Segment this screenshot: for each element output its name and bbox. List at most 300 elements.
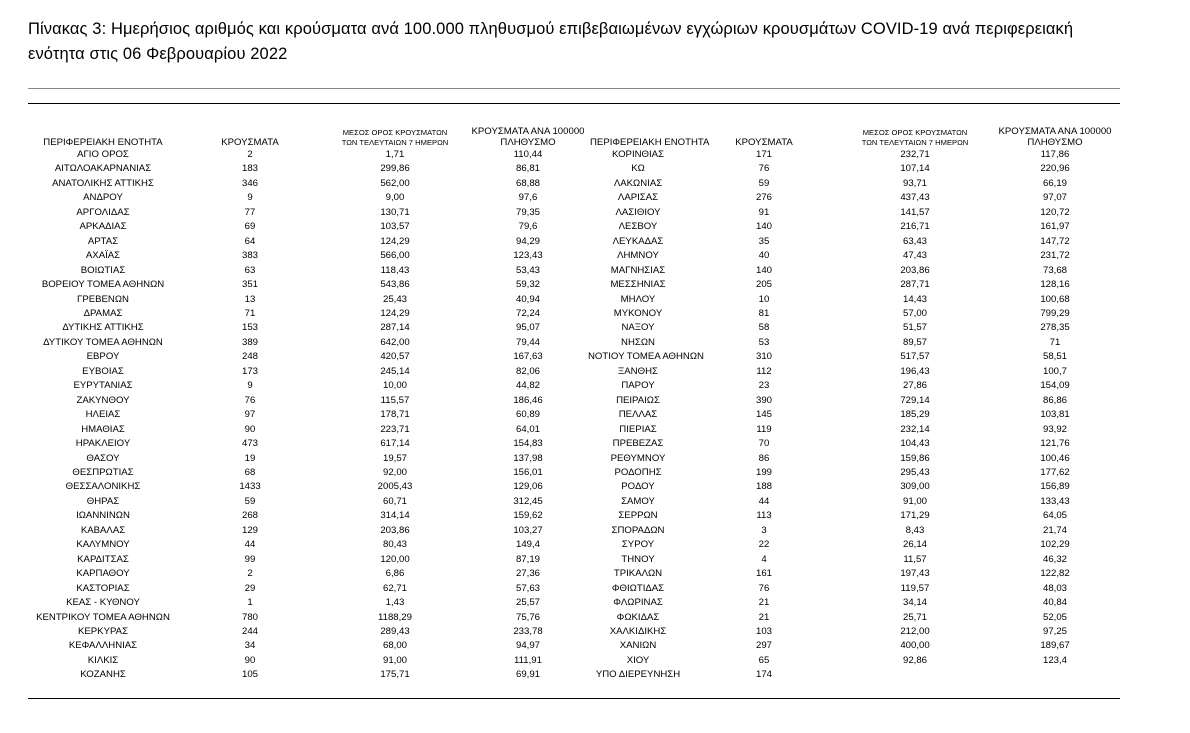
right-regional-unit-cell: ΝΑΞΟΥ	[621, 322, 655, 334]
right-7day-avg-cell: 196,43	[900, 365, 930, 377]
right-cases-cell: 21	[758, 597, 770, 609]
right-per100k-cell: 40,84	[1042, 597, 1067, 609]
left-regional-unit-cell: ΒΟΡΕΙΟΥ ΤΟΜΕΑ ΑΘΗΝΩΝ	[41, 279, 165, 291]
right-regional-unit-cell: ΛΑΡΙΣΑΣ	[617, 192, 659, 204]
left-cases-cell: 34	[244, 640, 256, 652]
left-regional-unit-cell: ΘΗΡΑΣ	[86, 495, 120, 507]
right-per100k-cell: 122,82	[1040, 568, 1070, 580]
left-per100k-cell: 233,78	[513, 625, 543, 637]
left-7day-avg-cell: 9,00	[385, 192, 405, 204]
left-regional-unit-cell: ΓΡΕΒΕΝΩΝ	[77, 293, 129, 305]
right-per100k-cell: 177,62	[1040, 466, 1070, 478]
right-cases-cell: 81	[758, 307, 770, 319]
right-per100k-cell: 102,29	[1040, 539, 1070, 551]
right-per100k-cell: 278,35	[1040, 322, 1070, 334]
header-7day-avg-right: ΜΕΣΟΣ ΟΡΟΣ ΚΡΟΥΣΜΑΤΩΝ ΤΩΝ ΤΕΛΕΥΤΑΙΩΝ 7 ΗΜΕΡΩΝ	[861, 128, 969, 147]
right-cases-cell: 297	[755, 640, 772, 652]
table-row	[28, 567, 1120, 581]
left-per100k-cell: 123,43	[513, 250, 543, 262]
left-regional-unit-cell: ΑΡΓΟΛΙΔΑΣ	[76, 206, 130, 218]
right-regional-unit-cell: ΠΡΕΒΕΖΑΣ	[612, 438, 664, 450]
header-per100k-left: ΚΡΟΥΣΜΑΤΑ ΑΝΑ 100000 ΠΛΗΘΥΣΜΟ	[471, 126, 585, 148]
right-cases-cell: 10	[758, 293, 770, 305]
left-cases-cell: 351	[241, 279, 258, 291]
right-cases-cell: 35	[758, 235, 770, 247]
right-per100k-cell: 97,25	[1042, 625, 1067, 637]
table-row	[28, 452, 1120, 466]
left-7day-avg-cell: 120,00	[380, 553, 410, 565]
right-per100k-cell: 100,46	[1040, 452, 1070, 464]
table-row	[28, 480, 1120, 494]
left-regional-unit-cell: ΚΕΝΤΡΙΚΟΥ ΤΟΜΕΑ ΑΘΗΝΩΝ	[36, 611, 170, 623]
right-7day-avg-cell: 91,00	[902, 495, 927, 507]
table-row	[28, 293, 1120, 307]
right-7day-avg-cell: 119,57	[900, 582, 930, 594]
left-7day-avg-cell: 118,43	[380, 264, 410, 276]
caption-line-2: ενότητα στις 06 Φεβρουαρίου 2022	[28, 45, 288, 63]
left-cases-cell: 473	[241, 438, 258, 450]
right-7day-avg-cell: 232,14	[900, 423, 930, 435]
table-row	[28, 611, 1120, 625]
left-per100k-cell: 79,35	[515, 206, 540, 218]
right-cases-cell: 119	[756, 423, 772, 435]
left-per100k-cell: 156,01	[513, 466, 543, 478]
table-row	[28, 336, 1120, 350]
left-7day-avg-cell: 287,14	[380, 322, 410, 334]
left-regional-unit-cell: ΚΙΛΚΙΣ	[87, 654, 119, 666]
left-7day-avg-cell: 299,86	[380, 163, 410, 175]
left-cases-cell: 2	[247, 568, 253, 580]
right-per100k-cell: 73,68	[1042, 264, 1067, 276]
left-7day-avg-cell: 289,43	[380, 625, 410, 637]
left-cases-cell: 71	[244, 307, 256, 319]
right-regional-unit-cell: ΦΩΚΙΔΑΣ	[616, 611, 660, 623]
left-7day-avg-cell: 203,86	[380, 524, 410, 536]
right-7day-avg-cell: 203,86	[900, 264, 930, 276]
left-cases-cell: 90	[244, 423, 256, 435]
right-regional-unit-cell: ΛΕΣΒΟΥ	[618, 221, 658, 233]
left-cases-cell: 63	[244, 264, 256, 276]
table-row	[28, 582, 1120, 596]
right-cases-cell: 23	[758, 380, 770, 392]
left-regional-unit-cell: ΑΡΤΑΣ	[87, 235, 119, 247]
right-7day-avg-cell: 141,57	[900, 206, 930, 218]
left-cases-cell: 97	[244, 409, 256, 421]
header-per100k-right: ΚΡΟΥΣΜΑΤΑ ΑΝΑ 100000 ΠΛΗΘΥΣΜΟ	[998, 126, 1112, 148]
left-regional-unit-cell: ΕΒΡΟΥ	[86, 351, 120, 363]
right-cases-cell: 199	[755, 466, 772, 478]
right-cases-cell: 59	[758, 177, 770, 189]
right-cases-cell: 276	[755, 192, 772, 204]
left-cases-cell: 173	[241, 365, 258, 377]
right-7day-avg-cell: 185,29	[900, 409, 930, 421]
left-7day-avg-cell: 543,86	[380, 279, 410, 291]
right-7day-avg-cell: 400,00	[900, 640, 930, 652]
right-7day-avg-cell: 93,71	[902, 177, 927, 189]
top-thin-rule	[28, 88, 1120, 89]
right-7day-avg-cell: 107,14	[900, 163, 930, 175]
table-row	[28, 220, 1120, 234]
left-7day-avg-cell: 103,57	[380, 221, 410, 233]
right-per100k-cell: 52,05	[1042, 611, 1067, 623]
table-row	[28, 206, 1120, 220]
left-cases-cell: 68	[244, 466, 256, 478]
left-per100k-cell: 94,29	[515, 235, 540, 247]
left-regional-unit-cell: ΑΓΙΟ ΟΡΟΣ	[77, 149, 129, 160]
left-regional-unit-cell: ΚΕΡΚΥΡΑΣ	[77, 625, 128, 637]
left-7day-avg-cell: 178,71	[380, 409, 410, 421]
left-7day-avg-cell: 68,00	[382, 640, 407, 652]
right-cases-cell: 21	[758, 611, 770, 623]
left-per100k-cell: 44,82	[515, 380, 540, 392]
right-per100k-cell: 154,09	[1040, 380, 1070, 392]
left-per100k-cell: 27,36	[515, 568, 540, 580]
left-per100k-cell: 86,81	[515, 163, 540, 175]
header-regional-unit-right: ΠΕΡΙΦΕΡΕΙΑΚΗ ΕΝΟΤΗΤΑ	[590, 137, 710, 148]
left-7day-avg-cell: 1,71	[385, 149, 405, 160]
left-regional-unit-cell: ΗΜΑΘΙΑΣ	[81, 423, 125, 435]
left-regional-unit-cell: ΔΡΑΜΑΣ	[83, 307, 123, 319]
right-7day-avg-cell: 63,43	[902, 235, 927, 247]
right-7day-avg-cell: 437,43	[900, 192, 930, 204]
right-regional-unit-cell: ΞΑΝΘΗΣ	[618, 365, 658, 377]
caption-line-1: Πίνακας 3: Ημερήσιος αριθμός και κρούσματα ανά 100.000 πληθυσμού επιβεβαιωμένων εγχώριων κρουσμάτων COVID-19 ανά περιφερειακή	[28, 20, 1074, 38]
left-cases-cell: 90	[244, 654, 256, 666]
right-regional-unit-cell: ΠΕΙΡΑΙΩΣ	[616, 394, 660, 406]
left-regional-unit-cell: ΑΝΔΡΟΥ	[83, 192, 123, 204]
left-cases-cell: 76	[244, 394, 256, 406]
left-cases-cell: 780	[241, 611, 258, 623]
table-body	[28, 148, 1120, 683]
left-7day-avg-cell: 175,71	[380, 669, 410, 681]
right-cases-cell: 3	[761, 524, 767, 536]
right-cases-cell: 22	[758, 539, 770, 551]
left-cases-cell: 99	[244, 553, 256, 565]
left-7day-avg-cell: 566,00	[380, 250, 410, 262]
left-per100k-cell: 110,44	[513, 149, 543, 160]
left-7day-avg-cell: 314,14	[380, 510, 410, 522]
right-7day-avg-cell: 309,00	[900, 481, 930, 493]
right-regional-unit-cell: ΠΙΕΡΙΑΣ	[619, 423, 657, 435]
left-7day-avg-cell: 617,14	[380, 438, 410, 450]
left-per100k-cell: 68,88	[515, 177, 540, 189]
right-cases-cell: 76	[758, 582, 770, 594]
right-7day-avg-cell: 171,29	[900, 510, 930, 522]
left-per100k-cell: 186,46	[513, 394, 543, 406]
left-per100k-cell: 129,06	[513, 481, 543, 493]
table-row	[28, 177, 1120, 191]
right-regional-unit-cell: ΣΕΡΡΩΝ	[618, 510, 658, 522]
right-7day-avg-cell: 517,57	[900, 351, 930, 363]
right-regional-unit-cell: ΜΥΚΟΝΟΥ	[613, 307, 663, 319]
right-regional-unit-cell: ΛΑΣΙΘΙΟΥ	[615, 206, 661, 218]
right-per100k-cell: 64,05	[1042, 510, 1067, 522]
left-7day-avg-cell: 60,71	[382, 495, 407, 507]
table-caption	[28, 17, 1138, 67]
left-per100k-cell: 53,43	[515, 264, 540, 276]
right-per100k-cell: 93,92	[1042, 423, 1067, 435]
right-regional-unit-cell: ΧΑΛΚΙΔΙΚΗΣ	[609, 625, 667, 637]
left-regional-unit-cell: ΚΑΡΔΙΤΣΑΣ	[77, 553, 129, 565]
left-cases-cell: 244	[241, 625, 258, 637]
right-per100k-cell: 161,97	[1040, 221, 1070, 233]
right-per100k-cell: 100,68	[1040, 293, 1070, 305]
left-7day-avg-cell: 80,43	[382, 539, 407, 551]
right-7day-avg-cell: 25,71	[902, 611, 927, 623]
right-per100k-cell: 123,4	[1042, 654, 1067, 666]
table-row	[28, 235, 1120, 249]
right-7day-avg-cell: 216,71	[900, 221, 930, 233]
right-per100k-cell: 100,7	[1042, 365, 1067, 377]
right-7day-avg-cell: 8,43	[905, 524, 925, 536]
right-regional-unit-cell: ΧΙΟΥ	[626, 654, 650, 666]
table-header-row	[28, 120, 1120, 148]
left-regional-unit-cell: ΚΑΡΠΑΘΟΥ	[76, 568, 130, 580]
left-cases-cell: 346	[241, 177, 258, 189]
left-per100k-cell: 72,24	[515, 307, 540, 319]
left-regional-unit-cell: ΚΑΛΥΜΝΟΥ	[76, 539, 130, 551]
table-row	[28, 495, 1120, 509]
table-top-rule	[28, 103, 1120, 104]
right-regional-unit-cell: ΚΟΡΙΝΘΙΑΣ	[611, 149, 665, 160]
right-regional-unit-cell: ΚΩ	[631, 163, 645, 175]
left-regional-unit-cell: ΔΥΤΙΚΟΥ ΤΟΜΕΑ ΑΘΗΝΩΝ	[43, 336, 163, 348]
left-per100k-cell: 25,57	[515, 597, 540, 609]
left-regional-unit-cell: ΕΥΒΟΙΑΣ	[82, 365, 124, 377]
right-7day-avg-cell: 11,57	[903, 553, 927, 565]
left-7day-avg-cell: 124,29	[380, 235, 410, 247]
right-regional-unit-cell: ΠΑΡΟΥ	[621, 380, 655, 392]
table-row	[28, 408, 1120, 422]
right-per100k-cell: 133,43	[1040, 495, 1070, 507]
right-per100k-cell: 189,67	[1040, 640, 1070, 652]
left-cases-cell: 29	[244, 582, 256, 594]
left-cases-cell: 69	[244, 221, 256, 233]
right-regional-unit-cell: ΥΠΟ ΔΙΕΡΕΥΝΗΣΗ	[595, 669, 681, 681]
right-regional-unit-cell: ΡΕΘΥΜΝΟΥ	[610, 452, 666, 464]
right-cases-cell: 103	[755, 625, 772, 637]
header-cases-right: ΚΡΟΥΣΜΑΤΑ	[735, 137, 793, 148]
right-cases-cell: 140	[755, 264, 772, 276]
left-per100k-cell: 60,89	[515, 409, 540, 421]
left-regional-unit-cell: ΙΩΑΝΝΙΝΩΝ	[76, 510, 130, 522]
right-regional-unit-cell: ΦΘΙΩΤΙΔΑΣ	[611, 582, 665, 594]
right-cases-cell: 205	[755, 279, 772, 291]
right-per100k-cell: 48,03	[1042, 582, 1067, 594]
left-cases-cell: 383	[241, 250, 258, 262]
right-7day-avg-cell: 287,71	[900, 279, 930, 291]
right-7day-avg-cell: 729,14	[900, 394, 930, 406]
left-7day-avg-cell: 245,14	[380, 365, 410, 377]
table-row	[28, 466, 1120, 480]
left-cases-cell: 153	[241, 322, 258, 334]
left-per100k-cell: 103,27	[513, 524, 543, 536]
right-per100k-cell: 66,19	[1042, 177, 1067, 189]
left-regional-unit-cell: ΑΙΤΩΛΟΑΚΑΡΝΑΝΙΑΣ	[54, 163, 152, 175]
left-cases-cell: 9	[247, 380, 253, 392]
left-regional-unit-cell: ΕΥΡΥΤΑΝΙΑΣ	[73, 380, 133, 392]
right-regional-unit-cell: ΡΟΔΟΥ	[621, 481, 655, 493]
table-row	[28, 278, 1120, 292]
right-cases-cell: 58	[758, 322, 770, 334]
right-per100k-cell: 58,51	[1042, 351, 1067, 363]
table-row	[28, 249, 1120, 263]
left-cases-cell: 268	[241, 510, 258, 522]
left-regional-unit-cell: ΑΝΑΤΟΛΙΚΗΣ ΑΤΤΙΚΗΣ	[52, 177, 154, 189]
right-cases-cell: 145	[755, 409, 772, 421]
right-7day-avg-cell: 26,14	[902, 539, 927, 551]
left-cases-cell: 1433	[239, 481, 261, 493]
right-regional-unit-cell: ΜΗΛΟΥ	[620, 293, 656, 305]
header-7day-avg-left: ΜΕΣΟΣ ΟΡΟΣ ΚΡΟΥΣΜΑΤΩΝ ΤΩΝ ΤΕΛΕΥΤΑΙΩΝ 7 ΗΜΕΡΩΝ	[341, 128, 449, 147]
right-regional-unit-cell: ΜΑΓΝΗΣΙΑΣ	[610, 264, 666, 276]
left-7day-avg-cell: 130,71	[380, 206, 410, 218]
right-7day-avg-cell: 89,57	[902, 336, 927, 348]
table-row	[28, 321, 1120, 335]
right-7day-avg-cell: 14,43	[902, 293, 927, 305]
left-cases-cell: 44	[244, 539, 256, 551]
right-cases-cell: 70	[758, 438, 770, 450]
table-row	[28, 509, 1120, 523]
table-row	[28, 553, 1120, 567]
right-regional-unit-cell: ΝΟΤΙΟΥ ΤΟΜΕΑ ΑΘΗΝΩΝ	[588, 351, 704, 363]
left-7day-avg-cell: 223,71	[380, 423, 410, 435]
left-cases-cell: 77	[244, 206, 256, 218]
left-7day-avg-cell: 124,29	[380, 307, 410, 319]
right-7day-avg-cell: 92,86	[902, 654, 927, 666]
right-per100k-cell: 97,07	[1042, 192, 1067, 204]
table-row	[28, 423, 1120, 437]
right-cases-cell: 65	[758, 654, 770, 666]
right-7day-avg-cell: 34,14	[902, 597, 927, 609]
right-cases-cell: 76	[758, 163, 770, 175]
table-row	[28, 538, 1120, 552]
table-row	[28, 625, 1120, 639]
right-regional-unit-cell: ΠΕΛΛΑΣ	[618, 409, 658, 421]
left-per100k-cell: 87,19	[515, 553, 540, 565]
table-row	[28, 162, 1120, 176]
left-per100k-cell: 57,63	[515, 582, 540, 594]
right-per100k-cell: 128,16	[1040, 279, 1070, 291]
right-regional-unit-cell: ΤΗΝΟΥ	[621, 553, 655, 565]
left-7day-avg-cell: 62,71	[382, 582, 407, 594]
left-per100k-cell: 79,6	[518, 221, 538, 233]
table-row	[28, 365, 1120, 379]
left-per100k-cell: 82,06	[515, 365, 540, 377]
left-regional-unit-cell: ΔΥΤΙΚΗΣ ΑΤΤΙΚΗΣ	[62, 322, 144, 334]
left-per100k-cell: 69,91	[515, 669, 540, 681]
left-regional-unit-cell: ΗΡΑΚΛΕΙΟΥ	[75, 438, 131, 450]
left-regional-unit-cell: ΗΛΕΙΑΣ	[85, 409, 121, 421]
left-per100k-cell: 59,32	[515, 279, 540, 291]
left-per100k-cell: 40,94	[515, 293, 540, 305]
left-cases-cell: 1	[247, 597, 253, 609]
right-7day-avg-cell: 51,57	[902, 322, 927, 334]
table-bottom-rule	[28, 698, 1120, 699]
right-cases-cell: 4	[761, 553, 767, 565]
right-regional-unit-cell: ΧΑΝΙΩΝ	[619, 640, 657, 652]
covid-cases-table	[28, 120, 1120, 683]
left-per100k-cell: 94,97	[515, 640, 540, 652]
left-per100k-cell: 97,6	[518, 192, 538, 204]
left-regional-unit-cell: ΘΑΣΟΥ	[86, 452, 120, 464]
right-regional-unit-cell: ΣΠΟΡΑΔΩΝ	[611, 524, 665, 536]
right-regional-unit-cell: ΝΗΣΩΝ	[621, 336, 655, 348]
left-cases-cell: 59	[244, 495, 256, 507]
table-row	[28, 264, 1120, 278]
right-per100k-cell: 103,81	[1040, 409, 1070, 421]
table-row	[28, 379, 1120, 393]
left-cases-cell: 105	[241, 669, 258, 681]
right-cases-cell: 390	[755, 394, 772, 406]
left-7day-avg-cell: 420,57	[380, 351, 410, 363]
right-cases-cell: 91	[758, 206, 770, 218]
right-cases-cell: 112	[756, 365, 772, 377]
right-7day-avg-cell: 232,71	[900, 149, 930, 160]
left-regional-unit-cell: ΖΑΚΥΝΘΟΥ	[76, 394, 130, 406]
left-regional-unit-cell: ΚΑΒΑΛΑΣ	[80, 524, 126, 536]
right-7day-avg-cell: 104,43	[900, 438, 930, 450]
right-cases-cell: 171	[755, 149, 772, 160]
left-per100k-cell: 111,91	[514, 654, 542, 666]
right-per100k-cell: 117,86	[1040, 149, 1070, 160]
right-per100k-cell: 21,74	[1042, 524, 1067, 536]
left-regional-unit-cell: ΑΧΑΪΑΣ	[85, 250, 121, 262]
left-per100k-cell: 159,62	[513, 510, 543, 522]
left-cases-cell: 183	[241, 163, 258, 175]
right-cases-cell: 113	[756, 510, 772, 522]
left-7day-avg-cell: 562,00	[380, 177, 410, 189]
right-cases-cell: 44	[758, 495, 770, 507]
right-regional-unit-cell: ΛΕΥΚΑΔΑΣ	[612, 235, 664, 247]
left-7day-avg-cell: 1,43	[385, 597, 405, 609]
left-per100k-cell: 154,83	[513, 438, 543, 450]
left-regional-unit-cell: ΒΟΙΩΤΙΑΣ	[80, 264, 126, 276]
header-cases-left: ΚΡΟΥΣΜΑΤΑ	[221, 137, 279, 148]
left-7day-avg-cell: 10,00	[382, 380, 407, 392]
right-cases-cell: 310	[755, 351, 772, 363]
left-cases-cell: 64	[244, 235, 256, 247]
table-row	[28, 191, 1120, 205]
table-row	[28, 524, 1120, 538]
right-per100k-cell: 147,72	[1040, 235, 1070, 247]
right-cases-cell: 40	[758, 250, 770, 262]
right-7day-avg-cell: 159,86	[900, 452, 930, 464]
left-per100k-cell: 95,07	[515, 322, 540, 334]
right-cases-cell: 86	[758, 452, 770, 464]
left-regional-unit-cell: ΚΕΦΑΛΛΗΝΙΑΣ	[68, 640, 138, 652]
left-cases-cell: 19	[244, 452, 256, 464]
table-row	[28, 350, 1120, 364]
right-per100k-cell: 71	[1049, 336, 1061, 348]
right-7day-avg-cell: 57,00	[902, 307, 927, 319]
right-regional-unit-cell: ΤΡΙΚΑΛΩΝ	[613, 568, 663, 580]
right-cases-cell: 188	[755, 481, 772, 493]
right-per100k-cell	[990, 668, 1120, 682]
right-regional-unit-cell: ΦΛΩΡΙΝΑΣ	[613, 597, 663, 609]
left-per100k-cell: 75,76	[515, 611, 540, 623]
right-7day-avg-cell: 197,43	[900, 568, 930, 580]
left-per100k-cell: 312,45	[513, 495, 543, 507]
right-cases-cell: 53	[758, 336, 770, 348]
left-cases-cell: 9	[247, 192, 253, 204]
right-per100k-cell: 220,96	[1040, 163, 1070, 175]
header-regional-unit-left: ΠΕΡΙΦΕΡΕΙΑΚΗ ΕΝΟΤΗΤΑ	[43, 137, 163, 148]
left-cases-cell: 2	[247, 149, 253, 160]
table-row	[28, 437, 1120, 451]
right-per100k-cell: 156,89	[1040, 481, 1070, 493]
right-7day-avg-cell: 47,43	[902, 250, 927, 262]
